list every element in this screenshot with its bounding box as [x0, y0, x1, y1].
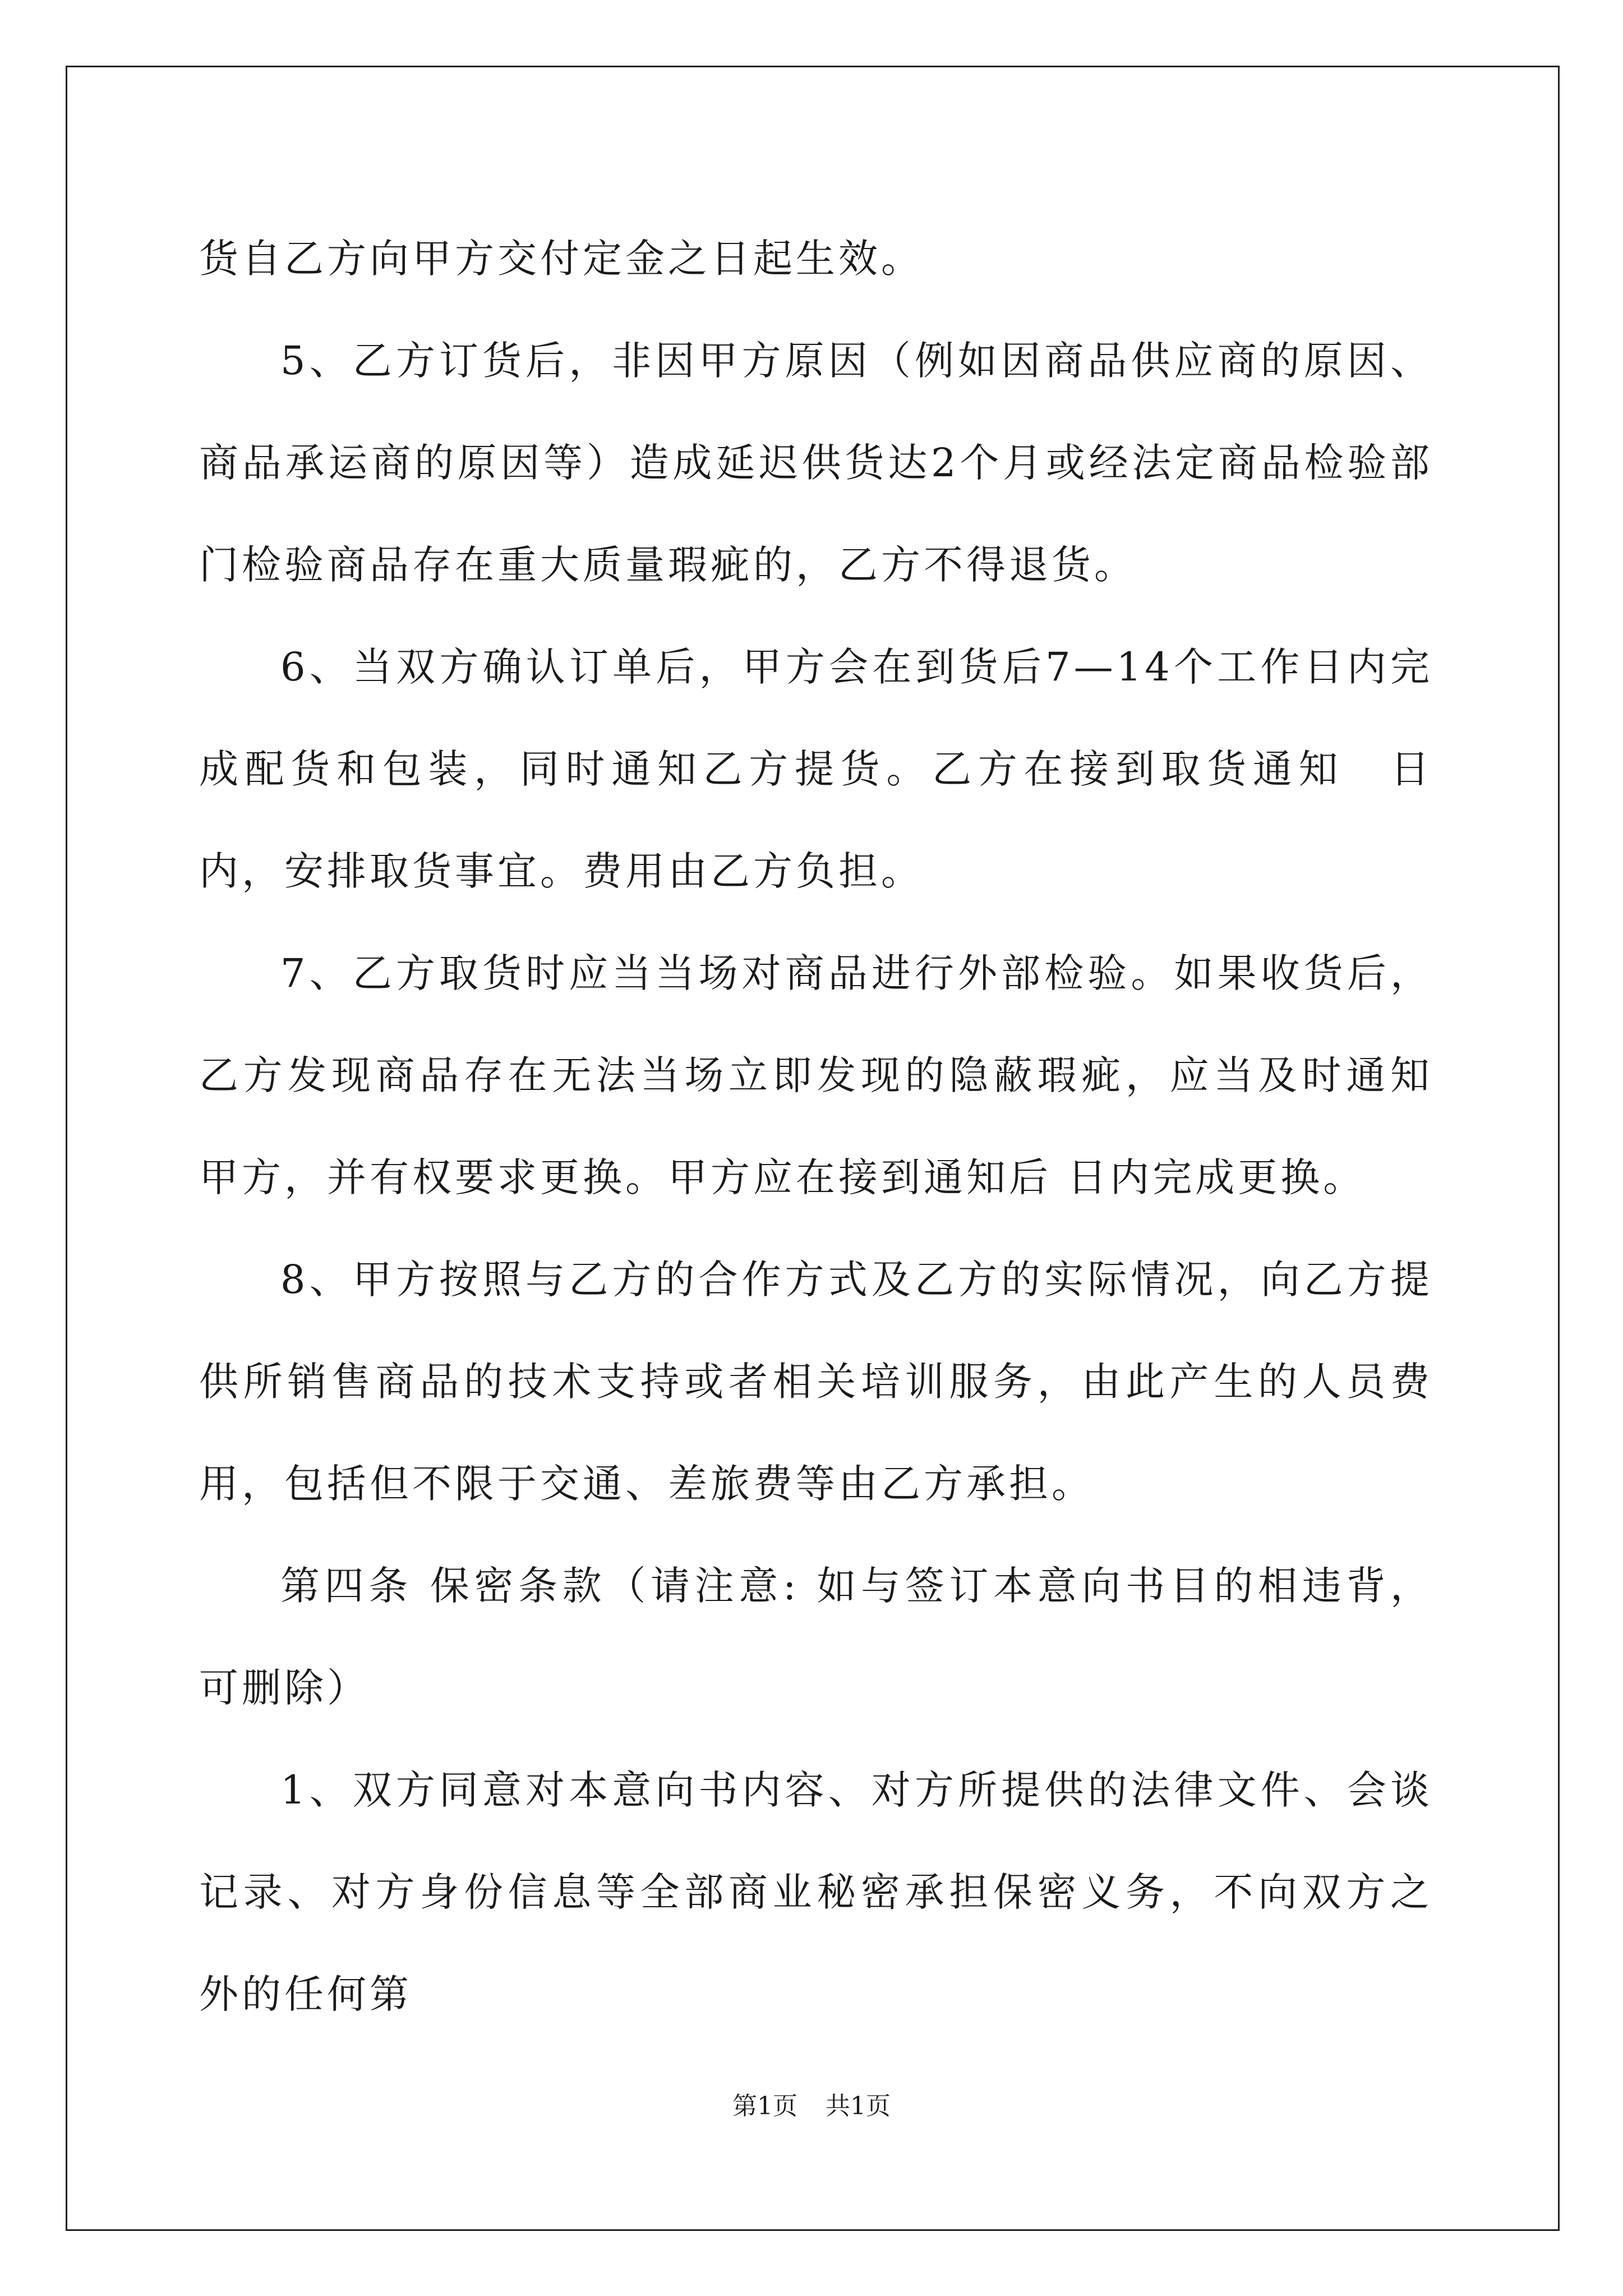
paragraph-clause-5: 5、乙方订货后，非因甲方原因（例如因商品供应商的原因、商品承运商的原因等）造成延迟供货达2个月或经法定商品检验部门检验商品存在重大质量瑕疵的，乙方不得退货。 — [199, 338, 1433, 588]
page-footer — [0, 2086, 1623, 2122]
paragraph-confidentiality-1: 1、双方同意对本意向书内容、对方所提供的法律文件、会谈记录、对方身份信息等全部商业秘密承担保密义务，不向双方之外的任何第 — [199, 1767, 1433, 2017]
paragraph-continuation: 货自乙方向甲方交付定金之日起生效。 — [199, 236, 924, 282]
page-number: 第1页 — [732, 2092, 797, 2120]
paragraph-clause-6: 6、当双方确认订单后，甲方会在到货后7—14个工作日内完成配货和包装，同时通知乙方提货。乙方在接到取货通知 日内，安排取货事宜。费用由乙方负担。 — [199, 644, 1433, 894]
article-4-heading: 第四条 保密条款（请注意: 如与签订本意向书目的相违背，可删除） — [199, 1563, 1433, 1711]
paragraph-clause-7: 7、乙方取货时应当当场对商品进行外部检验。如果收货后，乙方发现商品存在无法当场立即发现的隐蔽瑕疵，应当及时通知甲方，并有权要求更换。甲方应在接到通知后 日内完成更换。 — [199, 950, 1433, 1200]
document-body — [199, 208, 1433, 2045]
page-total: 共1页 — [826, 2092, 891, 2120]
paragraph-clause-8: 8、甲方按照与乙方的合作方式及乙方的实际情况，向乙方提供所销售商品的技术支持或者相关培训服务，由此产生的人员费用，包括但不限于交通、差旅费等由乙方承担。 — [199, 1257, 1433, 1507]
